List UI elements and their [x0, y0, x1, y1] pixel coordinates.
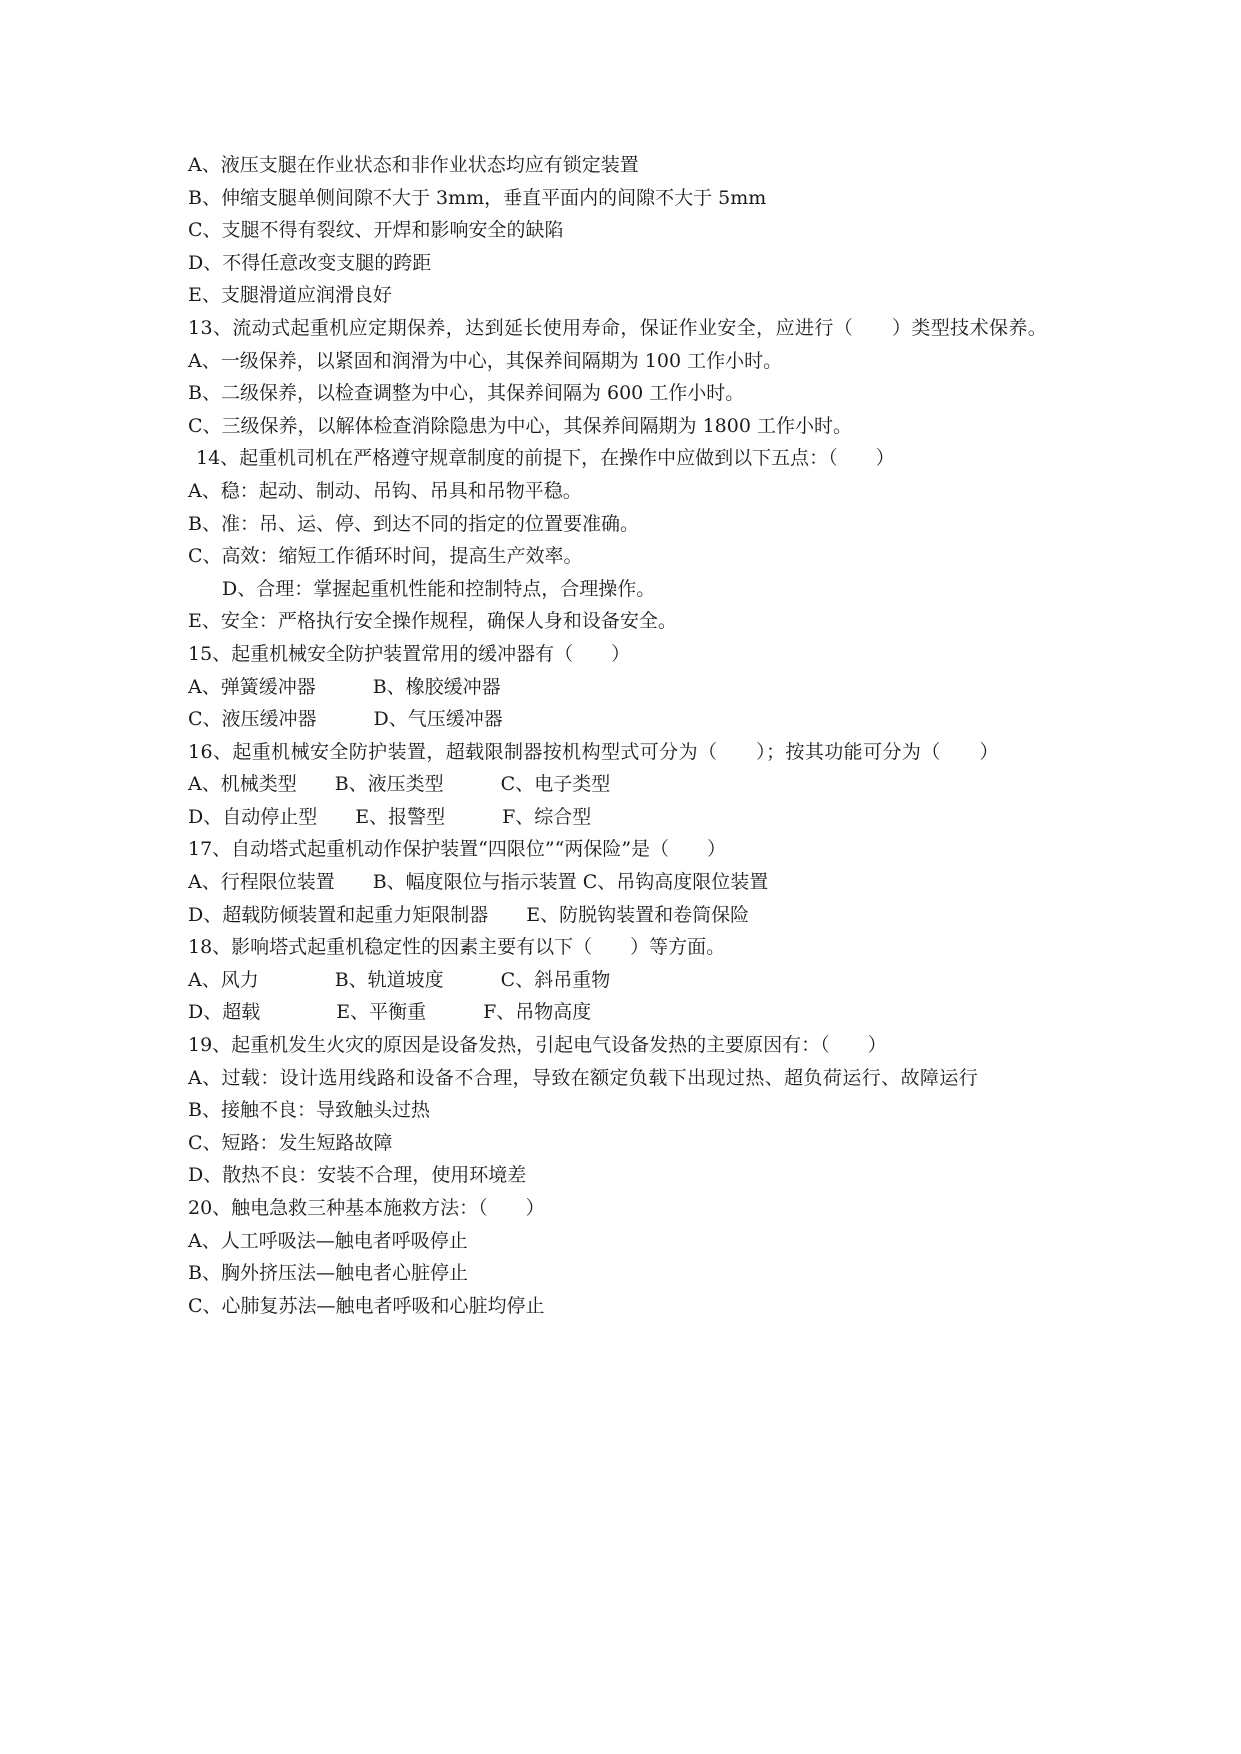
option-line: C、心肺复苏法—触电者呼吸和心脏均停止	[188, 1294, 545, 1317]
option-line: D、散热不良：安装不合理，使用环境差	[188, 1164, 527, 1187]
option-line: C、短路：发生短路故障	[188, 1131, 393, 1154]
question-19: 19、起重机发生火灾的原因是设备发热，引起电气设备发热的主要原因有：（ ）	[188, 1034, 887, 1057]
option-line: C、三级保养，以解体检查消除隐患为中心，其保养间隔期为 1800 工作小时。	[188, 414, 852, 437]
option-line: B、胸外挤压法—触电者心脏停止	[188, 1262, 468, 1285]
option-line: A、人工呼吸法—触电者呼吸停止	[188, 1229, 468, 1252]
option-line: B、伸缩支腿单侧间隙不大于 3mm，垂直平面内的间隙不大于 5mm	[188, 186, 767, 209]
option-line: A、液压支腿在作业状态和非作业状态均应有锁定装置	[188, 154, 639, 176]
question-20: 20、触电急救三种基本施救方法：（ ）	[188, 1197, 545, 1219]
question-17: 17、自动塔式起重机动作保护装置“四限位”“两保险”是（ ）	[188, 838, 727, 861]
option-line: C、支腿不得有裂纹、开焊和影响安全的缺陷	[188, 219, 564, 242]
option-line: B、准：吊、运、停、到达不同的指定的位置要准确。	[188, 512, 639, 535]
option-line: E、支腿滑道应润滑良好	[188, 284, 392, 307]
option-line: A、风力 B、轨道坡度 C、斜吊重物	[188, 968, 611, 991]
document-body	[188, 149, 1058, 1322]
option-line: B、接触不良：导致触头过热	[188, 1099, 430, 1122]
option-line: C、高效：缩短工作循环时间，提高生产效率。	[188, 545, 583, 568]
question-15: 15、起重机械安全防护装置常用的缓冲器有（ ）	[188, 642, 631, 665]
option-line: D、自动停止型 E、报警型 F、综合型	[188, 805, 592, 828]
option-line: A、弹簧缓冲器 B、橡胶缓冲器	[188, 675, 501, 698]
question-13: 13、流动式起重机应定期保养，达到延长使用寿命，保证作业安全，应进行（ ）类型技术保养。	[188, 316, 1048, 339]
option-line: C、液压缓冲器 D、气压缓冲器	[188, 708, 503, 731]
option-line: D、不得任意改变支腿的跨距	[188, 251, 432, 274]
question-14: 14、起重机司机在严格遵守规章制度的前提下，在操作中应做到以下五点：（ ）	[196, 447, 895, 470]
option-line: E、安全：严格执行安全操作规程，确保人身和设备安全。	[188, 610, 677, 633]
option-line: A、行程限位装置 B、幅度限位与指示装置 C、吊钩高度限位装置	[188, 871, 769, 894]
option-line: A、机械类型 B、液压类型 C、电子类型	[188, 773, 611, 796]
option-line: A、过载：设计选用线路和设备不合理，导致在额定负载下出现过热、超负荷运行、故障运行	[188, 1066, 979, 1089]
option-line: A、稳：起动、制动、吊钩、吊具和吊物平稳。	[188, 479, 582, 502]
option-line: D、超载防倾装置和起重力矩限制器 E、防脱钩装置和卷筒保险	[188, 903, 750, 926]
option-line: A、一级保养，以紧固和润滑为中心，其保养间隔期为 100 工作小时。	[188, 349, 783, 372]
question-16: 16、起重机械安全防护装置，超载限制器按机构型式可分为（ ）；按其功能可分为（ ）	[188, 740, 999, 763]
question-18: 18、影响塔式起重机稳定性的因素主要有以下（ ）等方面。	[188, 936, 726, 959]
option-line: B、二级保养，以检查调整为中心，其保养间隔为 600 工作小时。	[188, 382, 745, 405]
option-line: D、合理：掌握起重机性能和控制特点，合理操作。	[222, 577, 656, 600]
option-line: D、超载 E、平衡重 F、吊物高度	[188, 1001, 592, 1024]
